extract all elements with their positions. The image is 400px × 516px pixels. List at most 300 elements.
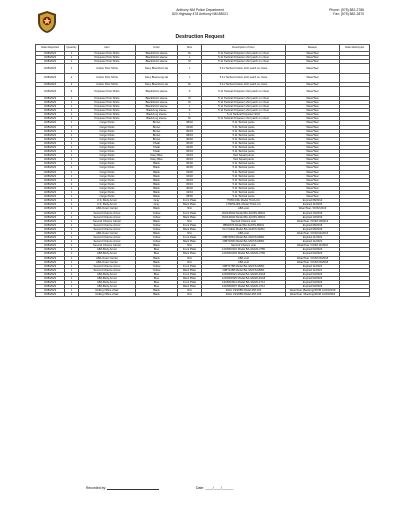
table-cell: 30/36 bbox=[178, 166, 202, 170]
table-cell: XL bbox=[178, 52, 202, 56]
table-cell: 1 bbox=[65, 240, 79, 244]
table-cell: 1 bbox=[65, 264, 79, 268]
table-cell: 1 bbox=[65, 227, 79, 231]
table-cell: Wear/Tear bbox=[286, 129, 340, 133]
table-cell: Cargo Pants bbox=[79, 158, 136, 162]
table-cell: 5.11 Tactical pants bbox=[202, 191, 286, 195]
table-cell: 3/28/2023 bbox=[36, 87, 65, 97]
table-cell: 1218003325 Model BA-3A020-4S18 bbox=[202, 277, 286, 281]
table-cell: 3/28/2023 bbox=[36, 289, 65, 293]
table-cell: Second Chance vest bbox=[202, 244, 286, 248]
table-cell: Cargo Pants bbox=[79, 121, 136, 125]
table-cell: 30/30 bbox=[178, 141, 202, 145]
table-cell: Khaki bbox=[136, 150, 178, 154]
table-cell: Yellow bbox=[136, 227, 178, 231]
table-cell: 36/34 bbox=[178, 129, 202, 133]
table-cell: Navy Blue/short sle bbox=[136, 83, 178, 87]
table-cell: 3/28/2023 bbox=[36, 56, 65, 60]
agency-header bbox=[130, 8, 270, 16]
table-cell: N/A bbox=[178, 289, 202, 293]
table-cell: M bbox=[178, 60, 202, 64]
table-cell: Second Chance Armor bbox=[79, 227, 136, 231]
table-cell: 3/28/2023 bbox=[36, 129, 65, 133]
table-cell: 1 bbox=[65, 174, 79, 178]
table-cell: ABA Outer Carrier bbox=[79, 207, 136, 211]
date-value[interactable]: ____/____/______ bbox=[205, 486, 234, 490]
table-cell: N/A bbox=[178, 207, 202, 211]
table-cell: Black/Lng sleeve bbox=[136, 109, 178, 113]
table-cell: 3/28/2023 bbox=[36, 96, 65, 100]
table-cell: Cargo Pants bbox=[79, 137, 136, 141]
table-cell: 3/28/2023 bbox=[36, 227, 65, 231]
table-row bbox=[36, 64, 370, 74]
table-cell: Gray bbox=[136, 199, 178, 203]
table-cell: Wear/Tear bbox=[286, 64, 340, 74]
table-cell: ABA vest bbox=[202, 260, 286, 264]
table-cell: 5.11 Tactical Polyester shirt patch on chest bbox=[202, 109, 286, 113]
table-cell: ABA vest bbox=[202, 207, 286, 211]
table-cell: 5.11 Tactical pants bbox=[202, 186, 286, 190]
table-cell: 3/28/2023 bbox=[36, 260, 65, 264]
table-cell: 32/30 bbox=[178, 125, 202, 129]
table-cell: Wear/Tear bbox=[286, 158, 340, 162]
table-cell: Navy Blue/Long sle bbox=[136, 73, 178, 83]
table-cell: ABA Body Armor bbox=[79, 285, 136, 289]
table-cell: 5.11 Tactical Polyester shirt patch on chest bbox=[202, 60, 286, 64]
table-cell: N/A bbox=[178, 244, 202, 248]
table-cell: Black bbox=[136, 166, 178, 170]
date-label: Date: bbox=[196, 486, 205, 490]
table-cell: Back Plate bbox=[178, 240, 202, 244]
agency-name: Anthony NM Police Department bbox=[176, 8, 224, 12]
table-cell: Cotton Polo Shirts bbox=[79, 73, 136, 83]
table-cell: M bbox=[178, 96, 202, 100]
column-header: Size bbox=[178, 45, 202, 52]
table-cell: 1 bbox=[65, 96, 79, 100]
table-cell: XL bbox=[178, 117, 202, 121]
table-cell: 1 bbox=[65, 150, 79, 154]
table-cell: Black/Lng sleeve bbox=[136, 113, 178, 117]
table-cell: 3/28/2023 bbox=[36, 73, 65, 83]
table-cell: Yellow bbox=[136, 215, 178, 219]
table-cell: 1 bbox=[65, 248, 79, 252]
table-cell: Front Plate bbox=[178, 272, 202, 276]
table-cell: ABA Body Armor bbox=[79, 248, 136, 252]
table-cell: Expired 03/2023 bbox=[286, 285, 340, 289]
table-cell: Cargo Pants bbox=[79, 166, 136, 170]
table-cell: Black bbox=[136, 191, 178, 195]
table-cell: 5.11 Tactical pants bbox=[202, 133, 286, 137]
table-cell: 3/28/2023 bbox=[36, 219, 65, 223]
table-cell: Black bbox=[136, 256, 178, 260]
table-cell: 3/28/2023 bbox=[36, 121, 65, 125]
table-cell: 38/32 bbox=[178, 121, 202, 125]
table-cell: Black bbox=[136, 170, 178, 174]
table-cell: 3/28/2023 bbox=[36, 105, 65, 109]
table-cell: Second Chance Armor bbox=[79, 223, 136, 227]
table-cell: 1 bbox=[65, 252, 79, 256]
table-cell: Brown bbox=[136, 129, 178, 133]
table-cell: 1 bbox=[65, 203, 79, 207]
table-cell: N/A bbox=[178, 293, 202, 297]
table-cell: 1 bbox=[65, 260, 79, 264]
table-cell: Gray bbox=[136, 203, 178, 207]
table-cell: 5.11 Tactical Polyester shirt patch on chest bbox=[202, 96, 286, 100]
table-cell: Wear/Tear bbox=[286, 182, 340, 186]
table-cell: Black/short sleeve bbox=[136, 96, 178, 100]
table-cell: Black/Lng sleeve bbox=[136, 117, 178, 121]
table-cell: 3/28/2023 bbox=[36, 223, 65, 227]
table-cell: Yellow bbox=[136, 264, 178, 268]
table-cell: ABA Outer Carrier bbox=[79, 231, 136, 235]
table-cell: 1218004303 Model BA-3A020-4759 bbox=[202, 252, 286, 256]
table-cell: Black bbox=[136, 162, 178, 166]
table-cell: Cargo Pants bbox=[79, 150, 136, 154]
table-cell: Black/short sleeve bbox=[136, 105, 178, 109]
table-cell: Wear/Tear / DOM 2013 bbox=[286, 207, 340, 211]
table-cell: 1218003607 Model BA-3A020-4714 bbox=[202, 285, 286, 289]
table-cell: 3/28/2023 bbox=[36, 244, 65, 248]
table-cell: Expired 08/2016 bbox=[286, 227, 340, 231]
table-cell: Cotton Polo Shirts bbox=[79, 83, 136, 87]
table-cell: Wear/Tear bbox=[286, 154, 340, 158]
table-cell: Black bbox=[136, 178, 178, 182]
table-cell: Second Chance Carrier bbox=[79, 219, 136, 223]
table-cell: 32/30 bbox=[178, 146, 202, 150]
table-cell: RoM- 19/2085 Model RM-109 bbox=[202, 293, 286, 297]
table-cell: 5.11 Tactical pants bbox=[202, 178, 286, 182]
table-row bbox=[36, 293, 370, 297]
table-cell: Polyester Polo Shirts bbox=[79, 60, 136, 64]
table-cell bbox=[340, 293, 370, 297]
table-cell: Polyester Polo Shirts bbox=[79, 109, 136, 113]
table-cell: Rolling Office Chair bbox=[79, 293, 136, 297]
table-cell: Black bbox=[136, 182, 178, 186]
table-cell bbox=[340, 87, 370, 97]
table-cell: Wear/Tear / Backing/DOM 12/23/2019 bbox=[286, 293, 340, 297]
table-cell: 40/32 bbox=[178, 137, 202, 141]
table-cell: L bbox=[178, 56, 202, 60]
table-cell: L bbox=[178, 105, 202, 109]
table-cell: 1 bbox=[65, 219, 79, 223]
column-header: Quantity bbox=[65, 45, 79, 52]
table-cell: Wear/Tear bbox=[286, 191, 340, 195]
table-cell: Wear/Tear bbox=[286, 113, 340, 117]
table-cell: Expired 03/2023 bbox=[286, 248, 340, 252]
table-cell: XL bbox=[178, 100, 202, 104]
table-cell: 1 bbox=[65, 289, 79, 293]
table-cell: 1 bbox=[65, 154, 79, 158]
table-cell: Wear/Tear bbox=[286, 117, 340, 121]
table-cell: ABA Body Armor bbox=[79, 277, 136, 281]
table-cell: 1 bbox=[65, 133, 79, 137]
table-cell: 3/28/2023 bbox=[36, 268, 65, 272]
table-cell: Polyester Polo Shirts bbox=[79, 52, 136, 56]
table-cell: Cargo Pants bbox=[79, 186, 136, 190]
table-cell: Black bbox=[136, 244, 178, 248]
table-cell: Wear/Tear bbox=[286, 146, 340, 150]
table-cell: 3GOH0042 Model BA-3AX0S-MR01 bbox=[202, 211, 286, 215]
table-cell: 1 bbox=[65, 191, 79, 195]
recorded-by-label: Recorded by: bbox=[86, 486, 107, 490]
table-cell: Black/short sleeve bbox=[136, 52, 178, 56]
table-cell: Second Chance Armor bbox=[79, 240, 136, 244]
table-cell: 32/34 bbox=[178, 178, 202, 182]
table-cell: U.S. Body Armor bbox=[79, 199, 136, 203]
table-cell: Cargo Pants bbox=[79, 162, 136, 166]
table-cell: 1 bbox=[65, 293, 79, 297]
table-cell: ABA vest bbox=[202, 256, 286, 260]
table-cell: Yellow bbox=[136, 240, 178, 244]
table-cell: 1 bbox=[65, 211, 79, 215]
table-cell: Expired 11/2021 bbox=[286, 240, 340, 244]
date-field bbox=[196, 486, 233, 490]
table-cell: Wear/Tear bbox=[286, 56, 340, 60]
table-cell: Wear/Tear bbox=[286, 162, 340, 166]
table-cell: 1 bbox=[65, 52, 79, 56]
table-cell: 3/28/2023 bbox=[36, 178, 65, 182]
table-cell: XL bbox=[178, 83, 202, 87]
table-cell: Blue bbox=[136, 281, 178, 285]
table-cell: 2 bbox=[65, 73, 79, 83]
table-cell: ABA Body Armor bbox=[79, 272, 136, 276]
table-cell: 3/28/2023 bbox=[36, 285, 65, 289]
table-cell: 1 bbox=[65, 141, 79, 145]
table-cell: Brown bbox=[136, 133, 178, 137]
table-cell: Wear/Tear bbox=[286, 133, 340, 137]
table-cell: 5.11 Tactical Cotton shirt patch on chest bbox=[202, 73, 286, 83]
fax-number: Fax: (575) 882-2870 bbox=[333, 12, 364, 17]
agency-address: 820 Highway 478 Anthony NM 88021 bbox=[172, 12, 228, 17]
contact-info bbox=[329, 8, 364, 16]
table-cell: 3/28/2023 bbox=[36, 256, 65, 260]
table-cell: 3/28/2023 bbox=[36, 248, 65, 252]
table-cell: 1 bbox=[65, 100, 79, 104]
table-cell: 3GOH0042 Model BA-3AX0S-MR01 bbox=[202, 215, 286, 219]
table-cell: Black bbox=[136, 260, 178, 264]
table-cell: Black/short sleeve bbox=[136, 87, 178, 97]
table-cell: Expired 11/2021 bbox=[286, 236, 340, 240]
table-cell: Cargo Pants bbox=[79, 191, 136, 195]
table-cell: 36/34 bbox=[178, 150, 202, 154]
table-cell: Back Plate bbox=[178, 285, 202, 289]
table-cell: Polyester Polo Shirts bbox=[79, 113, 136, 117]
table-cell: Wear/Tear / DOM 03/2018 bbox=[286, 260, 340, 264]
table-cell: Wear/Tear bbox=[286, 174, 340, 178]
table-cell: 75053-0DL Model TF2A-CC bbox=[202, 199, 286, 203]
table-cell: Wear/Tear / DOM 03/2018 bbox=[286, 256, 340, 260]
table-cell: 1 bbox=[65, 125, 79, 129]
table-cell: Wear/Tear bbox=[286, 52, 340, 56]
table-cell: 1 bbox=[65, 285, 79, 289]
table-cell: 5.11 Tactical Polyester shirt patch on chest bbox=[202, 52, 286, 56]
table-cell: 3/28/2023 bbox=[36, 293, 65, 297]
table-cell: 5.11 Tactical pants bbox=[202, 162, 286, 166]
table-cell: Polyester Polo Shirts bbox=[79, 117, 136, 121]
table-cell: 5.11 Tactical pants bbox=[202, 121, 286, 125]
table-cell: 38/30 bbox=[178, 195, 202, 199]
table-cell: Front Plate bbox=[178, 281, 202, 285]
table-cell: 3/28/2023 bbox=[36, 64, 65, 74]
table-cell: Expired 03/2023 bbox=[286, 277, 340, 281]
table-cell: U.S. Body Armor bbox=[79, 203, 136, 207]
table-cell: Yellow bbox=[136, 211, 178, 215]
column-header: Item bbox=[79, 45, 136, 52]
table-cell bbox=[340, 64, 370, 74]
table-cell: Wear/Tear bbox=[286, 73, 340, 83]
table-cell bbox=[340, 73, 370, 83]
table-cell: Expired 11/2021 bbox=[286, 264, 340, 268]
table-cell: 5.11 Tactical pants bbox=[202, 182, 286, 186]
table-cell: 1 bbox=[65, 199, 79, 203]
table-cell: Blue bbox=[136, 252, 178, 256]
document-title: Destruction Request bbox=[175, 34, 225, 40]
recorded-by-field bbox=[86, 486, 159, 490]
table-cell: Second Chance Armor bbox=[79, 236, 136, 240]
table-cell: 30/30 bbox=[178, 162, 202, 166]
table-cell: Polyester Polo Shirts bbox=[79, 87, 136, 97]
table-cell: Wear/Tear bbox=[286, 178, 340, 182]
table-cell: Wear/Tear bbox=[286, 166, 340, 170]
table-cell: Second Chance Armor bbox=[79, 211, 136, 215]
table-cell: 1 bbox=[65, 272, 79, 276]
table-cell: N/A bbox=[178, 231, 202, 235]
table-cell: 5.11 Tactical pants bbox=[202, 146, 286, 150]
table-cell: 3/28/2023 bbox=[36, 141, 65, 145]
table-cell: Back Plate bbox=[178, 252, 202, 256]
table-cell: Back Plate bbox=[178, 203, 202, 207]
column-header: Reason bbox=[286, 45, 340, 52]
table-cell: Cargo Pants bbox=[79, 133, 136, 137]
table-cell: 3/28/2023 bbox=[36, 199, 65, 203]
table-cell: N/A bbox=[178, 260, 202, 264]
table-header-row bbox=[36, 45, 370, 52]
table-cell: Black bbox=[136, 186, 178, 190]
table-cell: Cargo Pants bbox=[79, 174, 136, 178]
column-header: Date Reported bbox=[36, 45, 65, 52]
table-cell: 5.11 Tactical Cotton shirt patch on chest bbox=[202, 64, 286, 74]
table-cell: Wear/Tear / DOM 10/2013 bbox=[286, 219, 340, 223]
table-cell: 3/28/2023 bbox=[36, 125, 65, 129]
table-cell: Back Plate bbox=[178, 215, 202, 219]
table-cell: Navy Blue bbox=[136, 154, 178, 158]
table-cell: RoM- 19/2086 Model RM-109 bbox=[202, 289, 286, 293]
table-cell: Wear/Tear (Backing)/DOM 12/23/2019 bbox=[286, 289, 340, 293]
table-cell: 5.11 Tactical pants bbox=[202, 150, 286, 154]
table-cell: Black bbox=[136, 293, 178, 297]
table-cell: Brown bbox=[136, 125, 178, 129]
table-cell: 3/28/2023 bbox=[36, 272, 65, 276]
table-cell: 3/28/2023 bbox=[36, 277, 65, 281]
table-cell: 3/28/2023 bbox=[36, 150, 65, 154]
table-cell: Black bbox=[136, 195, 178, 199]
table-cell: Black bbox=[136, 231, 178, 235]
table-cell: 3/28/2023 bbox=[36, 186, 65, 190]
table-cell: 1 bbox=[65, 121, 79, 125]
table-cell: 1 bbox=[65, 277, 79, 281]
table-cell: Black/short sleeve bbox=[136, 60, 178, 64]
destruction-table bbox=[35, 44, 370, 297]
table-cell: Cargo Pants bbox=[79, 182, 136, 186]
table-cell: 1 bbox=[65, 129, 79, 133]
table-cell: 2 bbox=[65, 182, 79, 186]
table-cell: 1 bbox=[65, 170, 79, 174]
table-cell: Yellow bbox=[136, 223, 178, 227]
table-cell: 1 bbox=[65, 64, 79, 74]
table-cell: Wear/Tear bbox=[286, 60, 340, 64]
table-cell: Cargo Pants bbox=[79, 129, 136, 133]
table-cell: Expired 08/2016 bbox=[286, 223, 340, 227]
table-cell: 5.11 Tactical Polyester shirt patch on chest bbox=[202, 105, 286, 109]
phone-number: Phone: (575) 882-2786 bbox=[329, 8, 364, 12]
table-cell: 5.11 Tactical pants bbox=[202, 141, 286, 145]
table-cell: 1 bbox=[65, 231, 79, 235]
table-cell: 5.11 Tactical Polyester shirt patch on chest bbox=[202, 87, 286, 97]
table-cell: Tact Squad pants bbox=[202, 158, 286, 162]
table-cell: 20BT1800 Model BA-3A0XS-MR01 bbox=[202, 240, 286, 244]
table-cell: Yellow bbox=[136, 268, 178, 272]
table-cell: 1 bbox=[65, 215, 79, 219]
table-cell: 175053-0DL Model TF3A-CC bbox=[202, 203, 286, 207]
table-cell: 36/34 bbox=[178, 182, 202, 186]
table-cell: 3/28/2023 bbox=[36, 215, 65, 219]
table-cell: Navy Blue bbox=[136, 158, 178, 162]
table-cell: 3/28/2023 bbox=[36, 203, 65, 207]
table-cell: Cargo Pants bbox=[79, 141, 136, 145]
table-cell: Second Chance Armor bbox=[79, 215, 136, 219]
table-cell: 5.11 Tactical pants bbox=[202, 166, 286, 170]
table-cell: Expired 08/2014 bbox=[286, 199, 340, 203]
table-cell: Wear/Tear / DOM 11/2016 bbox=[286, 244, 340, 248]
table-cell: 3/28/2023 bbox=[36, 195, 65, 199]
table-cell: 1 bbox=[65, 162, 79, 166]
table-cell: Navy Blue/short sle bbox=[136, 64, 178, 74]
table-cell: 3/28/2023 bbox=[36, 231, 65, 235]
table-cell: Cargo Pants bbox=[79, 195, 136, 199]
table-cell: Wear/Tear bbox=[286, 170, 340, 174]
table-cell: 32/30 bbox=[178, 170, 202, 174]
table-row bbox=[36, 73, 370, 83]
table-cell: Front Plate bbox=[178, 223, 202, 227]
table-cell: 2 bbox=[65, 83, 79, 87]
table-cell: 3/28/2023 bbox=[36, 52, 65, 56]
table-cell: Front Plate bbox=[178, 248, 202, 252]
table-cell: 3/28/2023 bbox=[36, 117, 65, 121]
table-cell: 5.11 Tactical pants bbox=[202, 195, 286, 199]
table-cell: N/A bbox=[178, 219, 202, 223]
table-cell: Cargo Pants bbox=[79, 125, 136, 129]
table-cell: Second Chance Armor bbox=[79, 264, 136, 268]
table-row bbox=[36, 87, 370, 97]
table-cell: 3/28/2023 bbox=[36, 83, 65, 87]
table-cell: 3/28/2023 bbox=[36, 100, 65, 104]
recorded-by-line[interactable] bbox=[107, 486, 159, 490]
table-cell: 3/28/2023 bbox=[36, 60, 65, 64]
table-cell: Second Chance vest bbox=[202, 219, 286, 223]
table-cell: 1 bbox=[65, 195, 79, 199]
table-cell: 3/28/2023 bbox=[36, 174, 65, 178]
table-cell: 20BT1788 Model BA-3A0XS-MR01 bbox=[202, 264, 286, 268]
table-cell: 3/28/2023 bbox=[36, 146, 65, 150]
table-cell: Black/short sleeve bbox=[136, 56, 178, 60]
table-body bbox=[36, 52, 370, 297]
table-cell: 3/28/2023 bbox=[36, 191, 65, 195]
table-cell: Khaki bbox=[136, 146, 178, 150]
table-cell: 3/28/2023 bbox=[36, 182, 65, 186]
table-cell: 3/28/2023 bbox=[36, 154, 65, 158]
table-cell: 1 bbox=[65, 186, 79, 190]
table-cell: Wear/Tear / DOM 04/2016 bbox=[286, 231, 340, 235]
